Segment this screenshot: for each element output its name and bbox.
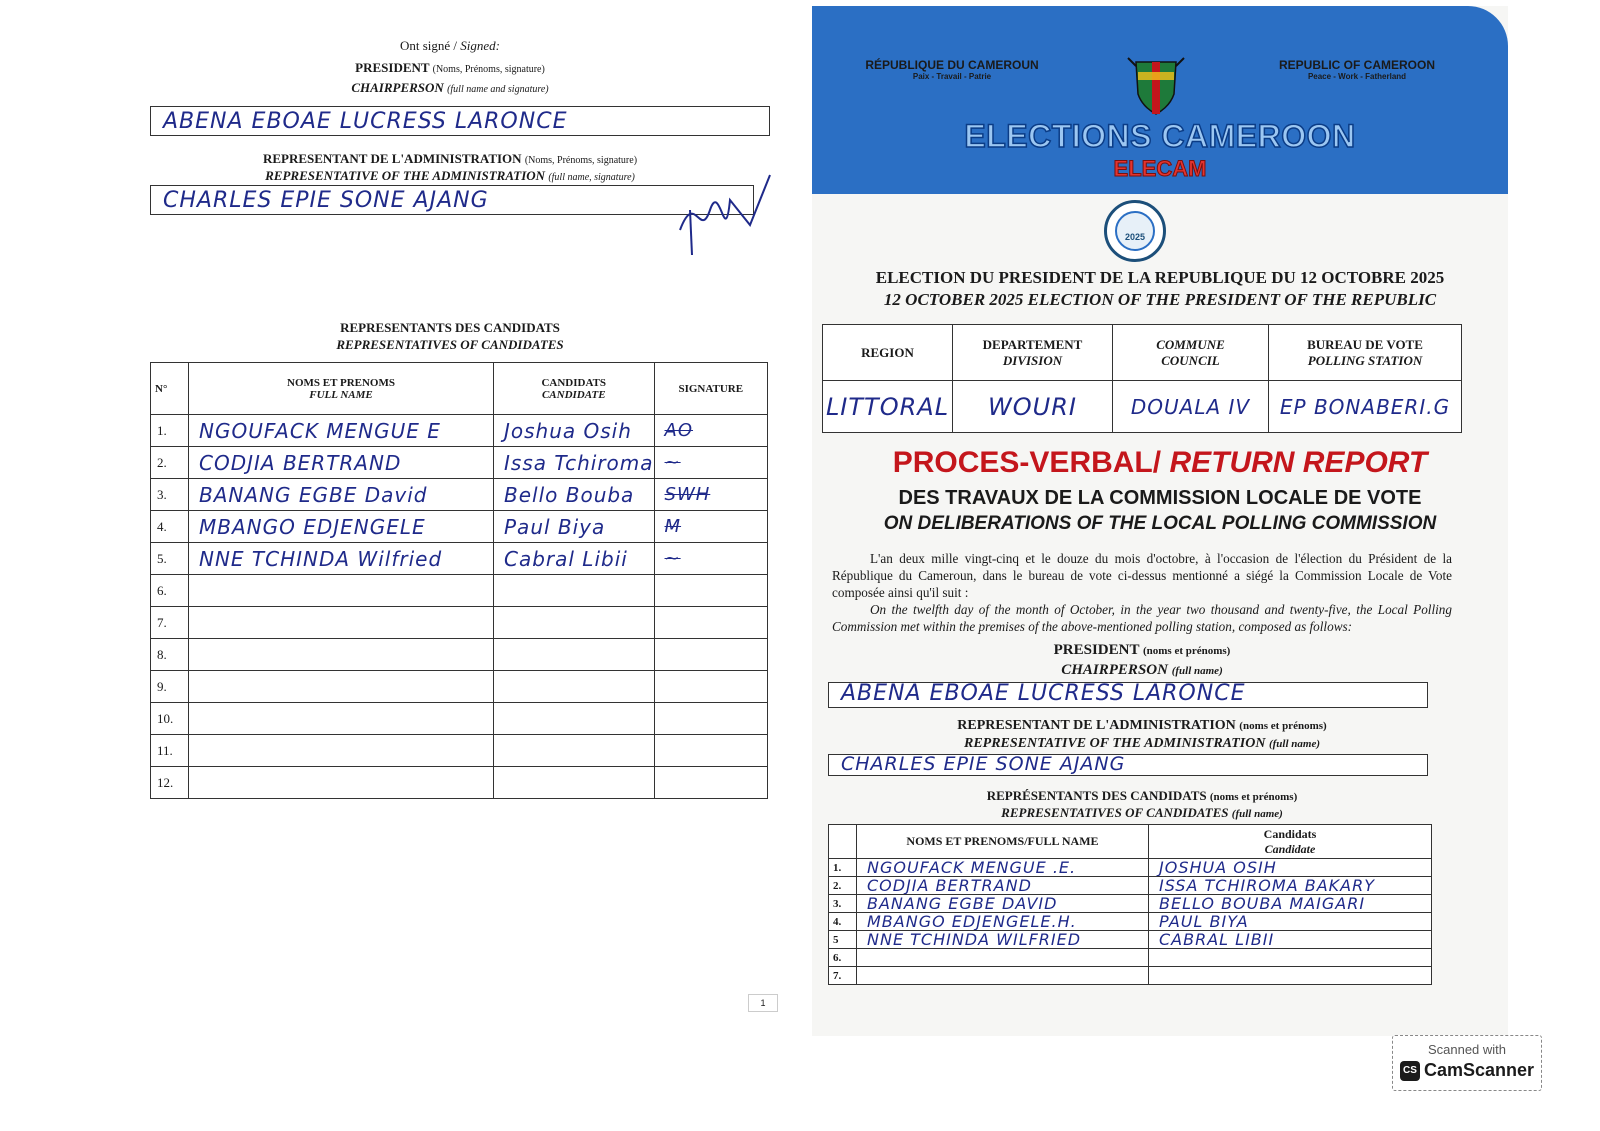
row-number: 2. bbox=[151, 447, 189, 479]
rep-name: MBANGO EDJENGELE.H. bbox=[867, 913, 1077, 930]
candidates-table-body bbox=[151, 415, 768, 799]
signature-cell[interactable] bbox=[654, 575, 767, 607]
commune-value: DOUALA IV bbox=[1130, 394, 1251, 419]
candidate-cell[interactable] bbox=[1149, 895, 1432, 913]
row-number: 7. bbox=[829, 967, 857, 985]
candidates-heading-en: REPRESENTATIVES OF CANDIDATES bbox=[336, 337, 564, 352]
r-col-name-header: NOMS ET PRENOMS/FULL NAME bbox=[857, 825, 1149, 859]
candidate-name: Bello Bouba bbox=[504, 482, 635, 507]
r-admin-label-fr: REPRESENTANT DE L'ADMINISTRATION bbox=[957, 718, 1236, 733]
row-number: 3. bbox=[151, 479, 189, 511]
rep-name: BANANG EGBE David bbox=[199, 482, 428, 507]
coat-of-arms-icon bbox=[1124, 56, 1188, 116]
page-number: 1 bbox=[748, 994, 778, 1012]
r-admin-hint-en: (full name) bbox=[1268, 738, 1320, 750]
r-candidates-heading-en-line bbox=[832, 805, 1452, 821]
rep-name-cell[interactable] bbox=[857, 949, 1149, 967]
chairperson-hint-en: (full name and signature) bbox=[447, 84, 549, 95]
col-name-fr: NOMS ET PRENOMS bbox=[287, 376, 395, 389]
candidates-heading-fr: REPRESENTANTS DES CANDIDATS bbox=[340, 320, 560, 335]
election-seal-icon bbox=[1104, 200, 1166, 262]
rep-name-cell[interactable] bbox=[857, 895, 1149, 913]
r-president-name: ABENA EBOAE LUCRESS LARONCE bbox=[841, 681, 1246, 706]
republic-en bbox=[1257, 58, 1457, 81]
row-number: 6. bbox=[151, 575, 189, 607]
rep-name-cell[interactable] bbox=[189, 575, 494, 607]
signed-label-en: Signed: bbox=[460, 38, 501, 53]
candidate-cell[interactable] bbox=[494, 447, 655, 479]
rep-name-cell[interactable] bbox=[857, 967, 1149, 985]
signature-cell[interactable] bbox=[654, 607, 767, 639]
rep-name-cell[interactable] bbox=[189, 639, 494, 671]
table-row bbox=[829, 859, 1432, 877]
candidate-cell[interactable] bbox=[494, 479, 655, 511]
rep-name-cell[interactable] bbox=[857, 931, 1149, 949]
signature-cell[interactable] bbox=[654, 511, 767, 543]
col-signature-header: SIGNATURE bbox=[654, 363, 767, 415]
location-value-row bbox=[823, 381, 1462, 433]
candidate-cell[interactable] bbox=[494, 767, 655, 799]
table-row bbox=[829, 877, 1432, 895]
r-admin-name: CHARLES EPIE SONE AJANG bbox=[841, 753, 1126, 775]
chairperson-label bbox=[150, 80, 750, 96]
r-candidates-hint-fr: (noms et prénoms) bbox=[1209, 791, 1298, 803]
candidate-name: Issa Tchiroma bbox=[504, 450, 654, 475]
rep-name: MBANGO EDJENGELE bbox=[199, 514, 426, 539]
col-name-en: FULL NAME bbox=[309, 388, 373, 401]
r-chairperson-hint-en: (full name) bbox=[1171, 665, 1223, 677]
candidate-cell[interactable] bbox=[494, 639, 655, 671]
rep-name-cell[interactable] bbox=[189, 511, 494, 543]
rep-name-cell[interactable] bbox=[857, 913, 1149, 931]
president-label bbox=[150, 60, 750, 76]
candidate-cell[interactable] bbox=[494, 543, 655, 575]
report-subtitle-fr: DES TRAVAUX DE LA COMMISSION LOCALE DE VOTE bbox=[898, 487, 1422, 509]
seal-year: 2025 bbox=[1115, 211, 1155, 251]
col-candidate-en: CANDIDATE bbox=[541, 388, 606, 401]
signature-mark: SWH bbox=[664, 484, 711, 505]
table-row bbox=[151, 767, 768, 799]
rep-name-cell[interactable] bbox=[189, 607, 494, 639]
station-value: EP BONABERI.G bbox=[1279, 394, 1451, 419]
signed-label-fr: Ont signé / bbox=[399, 38, 458, 53]
department-field[interactable] bbox=[953, 381, 1113, 433]
col-num-header: N° bbox=[151, 363, 189, 415]
row-number: 9. bbox=[151, 671, 189, 703]
row-number: 1. bbox=[829, 859, 857, 877]
org-acronym: ELECAM bbox=[1113, 156, 1207, 181]
table-row bbox=[151, 703, 768, 735]
table-row bbox=[151, 447, 768, 479]
station-header bbox=[1269, 325, 1462, 381]
table-row bbox=[151, 607, 768, 639]
president-name-field[interactable] bbox=[150, 106, 770, 136]
admin-label-fr: REPRESENTANT DE L'ADMINISTRATION bbox=[262, 151, 522, 166]
r-candidates-heading-en: REPRESENTATIVES OF CANDIDATES bbox=[1001, 805, 1229, 820]
signature-mark: AO bbox=[664, 420, 694, 441]
candidate-name: Joshua Osih bbox=[504, 418, 632, 443]
department-header-en: DIVISION bbox=[1002, 352, 1063, 368]
rep-name: NNE TCHINDA WILFRIED bbox=[867, 931, 1082, 948]
row-number: 4. bbox=[829, 913, 857, 931]
admin-name-field[interactable] bbox=[150, 185, 754, 215]
rep-name-cell[interactable] bbox=[189, 671, 494, 703]
r-candidates-table bbox=[828, 824, 1432, 985]
admin-hint-fr: (Noms, Prénoms, signature) bbox=[524, 155, 638, 166]
row-number: 12. bbox=[151, 767, 189, 799]
table-row bbox=[829, 931, 1432, 949]
r-candidates-heading-fr: REPRÉSENTANTS DES CANDIDATS bbox=[986, 788, 1207, 803]
rep-name-cell[interactable] bbox=[189, 447, 494, 479]
admin-label-en-line bbox=[150, 168, 750, 184]
commune-header bbox=[1113, 325, 1269, 381]
r-president-name-field[interactable] bbox=[828, 682, 1428, 708]
table-row bbox=[151, 639, 768, 671]
admin-label-fr-line bbox=[150, 151, 750, 167]
region-value: LITTORAL bbox=[825, 392, 950, 421]
rep-name-cell[interactable] bbox=[189, 543, 494, 575]
candidate-name: ISSA TCHIROMA BAKARY bbox=[1159, 877, 1375, 894]
admin-label-en: REPRESENTATIVE OF THE ADMINISTRATION bbox=[265, 168, 546, 183]
republic-fr-name: RÉPUBLIQUE DU CAMEROUN bbox=[865, 58, 1039, 72]
rep-name: NGOUFACK MENGUE .E. bbox=[867, 859, 1077, 876]
candidate-name: Cabral Libii bbox=[504, 546, 628, 571]
signature-mark: M bbox=[664, 516, 682, 537]
election-title-fr: ELECTION DU PRESIDENT DE LA REPUBLIQUE DU 12 OCTOBRE 2025 bbox=[875, 268, 1445, 287]
president-name: ABENA EBOAE LUCRESS LARONCE bbox=[163, 109, 568, 134]
table-row bbox=[829, 967, 1432, 985]
signature-cell[interactable] bbox=[654, 735, 767, 767]
location-table bbox=[822, 324, 1462, 433]
signature-cell[interactable] bbox=[654, 447, 767, 479]
r-admin-label-en: REPRESENTATIVE OF THE ADMINISTRATION bbox=[963, 736, 1266, 751]
candidate-name: Paul Biya bbox=[504, 514, 606, 539]
r-admin-label-en-line bbox=[832, 736, 1452, 752]
region-header: REGION bbox=[823, 325, 953, 381]
org-title: ELECTIONS CAMEROON bbox=[964, 118, 1356, 154]
motto-fr: Paix - Travail - Patrie bbox=[912, 72, 992, 81]
signature-cell[interactable] bbox=[654, 767, 767, 799]
candidate-cell[interactable] bbox=[494, 703, 655, 735]
r-candidates-hint-en: (full name) bbox=[1231, 808, 1283, 820]
r-col-candidate-header bbox=[1149, 825, 1432, 859]
station-header-en: POLLING STATION bbox=[1307, 352, 1423, 368]
president-hint-fr: (Noms, Prénoms, signature) bbox=[432, 64, 545, 75]
r-admin-label bbox=[832, 718, 1452, 734]
row-number: 3. bbox=[829, 895, 857, 913]
r-col-candidate-en: Candidate bbox=[1264, 841, 1316, 856]
row-number: 8. bbox=[151, 639, 189, 671]
row-number: 5 bbox=[829, 931, 857, 949]
r-admin-name-field[interactable] bbox=[828, 754, 1428, 776]
row-number: 10. bbox=[151, 703, 189, 735]
location-header-row bbox=[823, 325, 1462, 381]
candidate-cell[interactable] bbox=[1149, 877, 1432, 895]
r-candidates-heading bbox=[832, 788, 1452, 804]
signature-cell[interactable] bbox=[654, 543, 767, 575]
signature-mark: ~ bbox=[664, 548, 681, 569]
candidate-cell[interactable] bbox=[1149, 931, 1432, 949]
candidate-cell[interactable] bbox=[1149, 967, 1432, 985]
station-header-fr: BUREAU DE VOTE bbox=[1307, 336, 1423, 352]
table-row bbox=[151, 575, 768, 607]
report-title-en: RETURN REPORT bbox=[1169, 446, 1428, 479]
col-name-header bbox=[189, 363, 494, 415]
camscanner-brand bbox=[1393, 1060, 1541, 1081]
r-president-label-fr: PRESIDENT bbox=[1053, 642, 1140, 658]
col-candidate-fr: CANDIDATS bbox=[541, 376, 607, 389]
camscanner-logo-icon: CS bbox=[1400, 1061, 1420, 1081]
candidate-cell[interactable] bbox=[494, 575, 655, 607]
table-row bbox=[151, 735, 768, 767]
r-admin-hint-fr: (noms et prénoms) bbox=[1239, 720, 1327, 732]
report-subtitle-en: ON DELIBERATIONS OF THE LOCAL POLLING COMMISSION bbox=[883, 513, 1437, 534]
table-row bbox=[151, 511, 768, 543]
republic-fr bbox=[852, 58, 1052, 81]
signature-mark: ~ bbox=[664, 452, 681, 473]
rep-name: CODJIA BERTRAND bbox=[867, 877, 1032, 894]
candidate-name: JOSHUA OSIH bbox=[1159, 859, 1277, 876]
r-table-header-row bbox=[829, 825, 1432, 859]
rep-name: NGOUFACK MENGUE E bbox=[199, 418, 441, 443]
candidate-name: CABRAL LIBII bbox=[1159, 931, 1275, 948]
rep-name-cell[interactable] bbox=[857, 877, 1149, 895]
signature-cell[interactable] bbox=[654, 415, 767, 447]
rep-name: BANANG EGBE DAVID bbox=[867, 895, 1058, 912]
row-number: 1. bbox=[151, 415, 189, 447]
rep-name: NNE TCHINDA Wilfried bbox=[199, 546, 443, 571]
row-number: 5. bbox=[151, 543, 189, 575]
table-row bbox=[829, 913, 1432, 931]
table-row bbox=[151, 479, 768, 511]
r-col-num-header bbox=[829, 825, 857, 859]
candidate-name: PAUL BIYA bbox=[1159, 913, 1249, 930]
candidate-cell[interactable] bbox=[494, 671, 655, 703]
admin-signature bbox=[670, 170, 780, 260]
table-row bbox=[829, 949, 1432, 967]
row-number: 7. bbox=[151, 607, 189, 639]
table-row bbox=[829, 895, 1432, 913]
candidate-cell[interactable] bbox=[494, 415, 655, 447]
signature-cell[interactable] bbox=[654, 479, 767, 511]
candidate-cell[interactable] bbox=[1149, 859, 1432, 877]
candidate-cell[interactable] bbox=[494, 735, 655, 767]
rep-name-cell[interactable] bbox=[189, 735, 494, 767]
right-page bbox=[812, 6, 1508, 1036]
rep-name-cell[interactable] bbox=[189, 767, 494, 799]
r-col-candidate-fr: Candidats bbox=[1263, 826, 1317, 841]
header-banner bbox=[812, 6, 1508, 194]
row-number: 2. bbox=[829, 877, 857, 895]
candidate-name: BELLO BOUBA MAIGARI bbox=[1159, 895, 1366, 912]
candidate-cell[interactable] bbox=[494, 607, 655, 639]
paragraph-en: On the twelfth day of the month of October, in the year two thousand and twenty-five, the Local Polling Commission met within the premises of the above-mentioned polling station, composed as follows: bbox=[832, 602, 1452, 634]
paragraph-fr: L'an deux mille vingt-cinq et le douze du mois d'octobre, à l'occasion de l'élection du Président de la République du Cameroun, dans le bureau de vote ci-dessus mentionné a siégé la Commission Locale de Vote composée ainsi qu'il suit : bbox=[832, 551, 1452, 600]
motto-en: Peace - Work - Fatherland bbox=[1307, 72, 1407, 81]
rep-name-cell[interactable] bbox=[857, 859, 1149, 877]
row-number: 6. bbox=[829, 949, 857, 967]
camscanner-brand-name: CamScanner bbox=[1423, 1060, 1535, 1080]
rep-name-cell[interactable] bbox=[189, 703, 494, 735]
president-label-fr: PRESIDENT bbox=[355, 60, 430, 75]
region-field[interactable] bbox=[823, 381, 953, 433]
report-title bbox=[812, 446, 1508, 480]
department-header-fr: DEPARTEMENT bbox=[982, 336, 1083, 352]
report-title-fr: PROCES-VERBAL/ bbox=[892, 446, 1162, 479]
department-value: WOURI bbox=[988, 392, 1077, 421]
signed-heading bbox=[150, 38, 750, 54]
candidate-cell[interactable] bbox=[494, 511, 655, 543]
r-chairperson-label-en: CHAIRPERSON bbox=[1061, 662, 1168, 678]
r-president-label bbox=[832, 642, 1452, 659]
candidates-table bbox=[150, 362, 768, 799]
signature-cell[interactable] bbox=[654, 639, 767, 671]
rep-name-cell[interactable] bbox=[189, 415, 494, 447]
commune-header-en: COUNCIL bbox=[1161, 352, 1220, 368]
admin-name: CHARLES EPIE SONE AJANG bbox=[163, 188, 489, 213]
admin-hint-en: (full name, signature) bbox=[548, 172, 635, 183]
scanned-with-label: Scanned with bbox=[1427, 1042, 1507, 1057]
commune-field[interactable] bbox=[1113, 381, 1269, 433]
camscanner-watermark bbox=[1392, 1035, 1542, 1091]
r-president-hint-fr: (noms et prénoms) bbox=[1142, 645, 1231, 657]
rep-name-cell[interactable] bbox=[189, 479, 494, 511]
candidate-cell[interactable] bbox=[1149, 949, 1432, 967]
r-candidates-table-body bbox=[829, 859, 1432, 985]
r-chairperson-label bbox=[832, 662, 1452, 679]
row-number: 11. bbox=[151, 735, 189, 767]
chairperson-label-en: CHAIRPERSON bbox=[351, 80, 444, 95]
republic-en-name: REPUBLIC OF CAMEROON bbox=[1279, 58, 1435, 72]
row-number: 4. bbox=[151, 511, 189, 543]
department-header bbox=[953, 325, 1113, 381]
left-page bbox=[0, 0, 790, 1131]
signature-cell[interactable] bbox=[654, 671, 767, 703]
col-candidate-header bbox=[494, 363, 655, 415]
signature-cell[interactable] bbox=[654, 703, 767, 735]
table-row bbox=[151, 415, 768, 447]
table-row bbox=[151, 543, 768, 575]
rep-name: CODJIA BERTRAND bbox=[199, 450, 402, 475]
table-row bbox=[151, 671, 768, 703]
commune-header-fr: COMMUNE bbox=[1156, 336, 1225, 352]
table-header-row bbox=[151, 363, 768, 415]
station-field[interactable] bbox=[1269, 381, 1462, 433]
election-title-en: 12 OCTOBER 2025 ELECTION OF THE PRESIDENT OF THE REPUBLIC bbox=[883, 290, 1437, 309]
candidate-cell[interactable] bbox=[1149, 913, 1432, 931]
